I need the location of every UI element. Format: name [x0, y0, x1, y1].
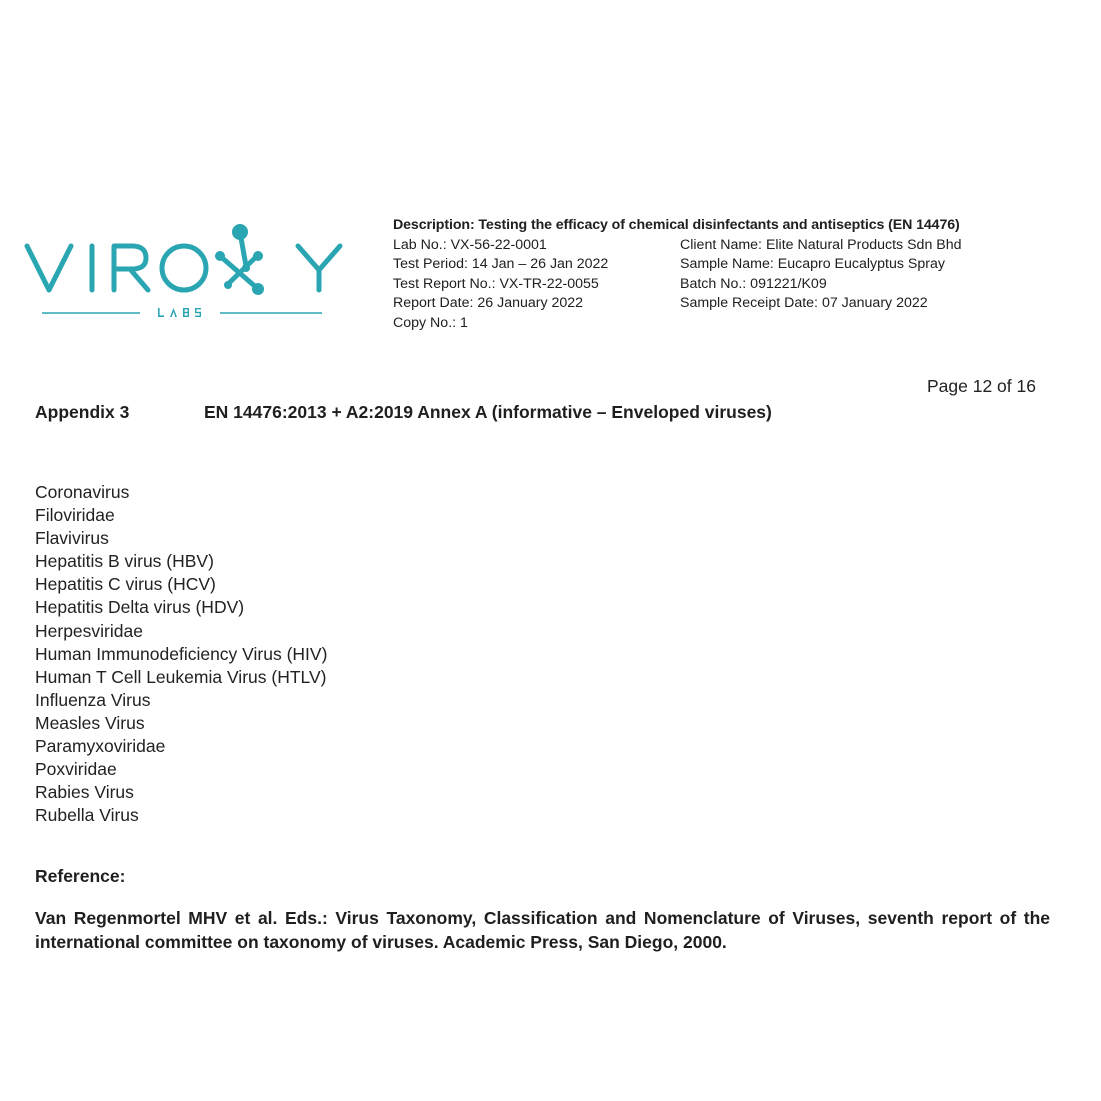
report-description: Description: Testing the efficacy of chemical disinfectants and antiseptics (EN 14476) — [393, 217, 960, 233]
test-period: Test Period: 14 Jan – 26 Jan 2022 — [393, 256, 609, 273]
batch-number: Batch No.: 091221/K09 — [680, 275, 827, 292]
list-item: Coronavirus — [35, 482, 130, 502]
report-header-info — [393, 216, 1073, 334]
list-item: Hepatitis B virus (HBV) — [35, 551, 214, 572]
list-item: Human Immunodeficiency Virus (HIV) — [35, 643, 328, 664]
list-item: Influenza Virus — [35, 689, 151, 710]
list-item: Rubella Virus — [35, 805, 139, 826]
list-item: Flavivirus — [35, 528, 109, 549]
list-item: Measles Virus — [35, 712, 145, 733]
viroxy-logo-graphic — [22, 218, 352, 328]
list-item: Hepatitis Delta virus (HDV) — [35, 597, 245, 618]
page-number: Page 12 of 16 — [927, 376, 1036, 396]
list-item: Human T Cell Leukemia Virus (HTLV) — [35, 666, 327, 687]
sample-name: Sample Name: Eucapro Eucalyptus Spray — [680, 256, 945, 273]
copy-number: Copy No.: 1 — [393, 314, 468, 331]
test-report-number: Test Report No.: VX-TR-22-0055 — [393, 275, 599, 292]
viroxy-labs-logo — [22, 218, 352, 328]
report-date: Report Date: 26 January 2022 — [393, 295, 584, 312]
report-info-grid — [393, 236, 1073, 334]
appendix-label: Appendix 3 — [35, 402, 130, 422]
list-item: Herpesviridae — [35, 620, 143, 641]
reference-heading: Reference: — [35, 866, 126, 886]
list-item: Filoviridae — [35, 505, 115, 526]
list-item: Poxviridae — [35, 759, 117, 780]
list-item: Hepatitis C virus (HCV) — [35, 574, 216, 595]
reference-text: Van Regenmortel MHV et al. Eds.: Virus Taxonomy, Classification and Nomenclature of Viruses, seventh report of the international committee on taxonomy of viruses. Academic Press, San Diego, 2000. — [35, 908, 1050, 952]
appendix-title: EN 14476:2013 + A2:2019 Annex A (informative – Enveloped viruses) — [204, 402, 772, 422]
client-name: Client Name: Elite Natural Products Sdn Bhd — [680, 236, 962, 253]
enveloped-virus-list — [35, 481, 327, 827]
lab-number: Lab No.: VX-56-22-0001 — [393, 236, 547, 253]
sample-receipt-date: Sample Receipt Date: 07 January 2022 — [680, 295, 928, 312]
list-item: Rabies Virus — [35, 782, 134, 803]
list-item: Paramyxoviridae — [35, 736, 166, 757]
